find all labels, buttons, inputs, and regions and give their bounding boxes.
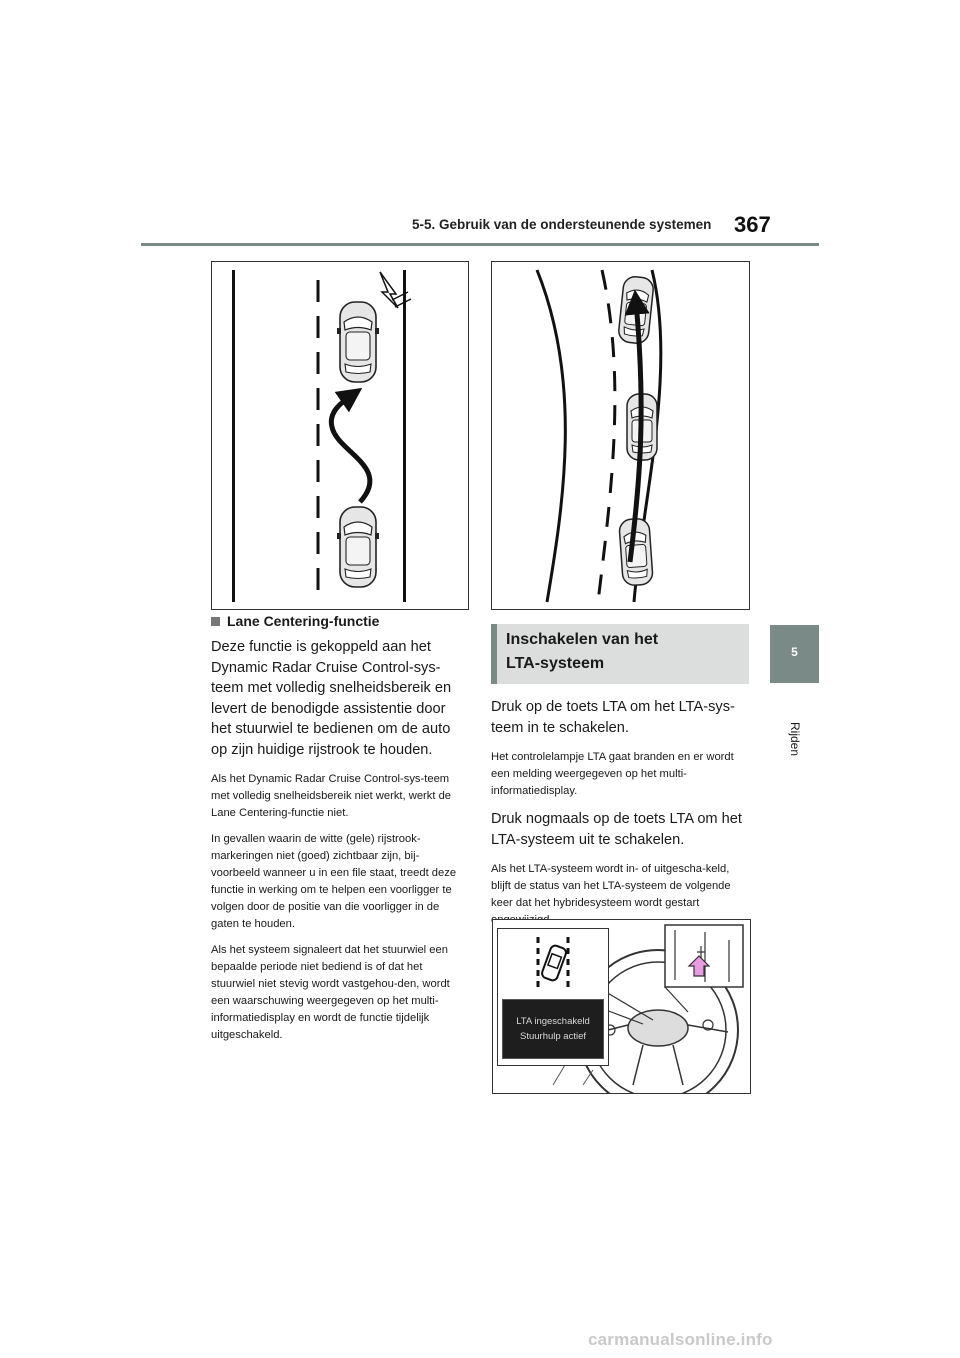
- figure-lane-centering: [491, 261, 750, 610]
- section-heading-line1: Inschakelen van het: [506, 631, 659, 648]
- square-bullet-icon: [211, 617, 220, 626]
- step-paragraph: Druk nogmaals op de toets LTA om het LTA-systeem uit te schakelen.: [491, 811, 742, 848]
- display-inset: [497, 928, 609, 1066]
- step-paragraph: Druk op de toets LTA om het LTA-sys-teem in te schakelen.: [491, 699, 735, 736]
- watermark: carmanualsonline.info: [588, 1330, 773, 1349]
- display-message-line1: LTA ingeschakeld: [516, 1016, 590, 1027]
- figure-lane-departure: [211, 261, 469, 610]
- chapter-number: 5: [791, 645, 798, 659]
- subheading: [211, 613, 467, 629]
- figure-dashboard: [492, 919, 751, 1094]
- right-column: [491, 624, 749, 938]
- info-display-message: [502, 999, 604, 1059]
- note-paragraph: Het controlelampje LTA gaat branden en er wordt een melding weergegeven op het multi-informatiedisplay.: [491, 751, 734, 797]
- car-top: [337, 302, 379, 382]
- section-heading-box: [491, 624, 749, 684]
- chapter-label: Rijden: [787, 721, 802, 757]
- page-number: 367: [734, 212, 771, 237]
- note-paragraph: Als het Dynamic Radar Cruise Control-sys-teem met volledig snelheidsbereik niet werkt, werkt de Lane Centering-functie niet.: [211, 773, 452, 819]
- intro-paragraph: Deze functie is gekoppeld aan het Dynamic Radar Cruise Control-sys-teem met volledig snelheidsbereik en levert de benodigde assistentie door het stuurwiel te bedienen om de auto op zijn huidige rijstrook te houden.: [211, 639, 452, 758]
- note-paragraph: Als het LTA-systeem wordt in- of uitgescha-keld, blijft de status van het LTA-systeem de volgende keer dat het hybridesysteem wordt gestart: [491, 863, 731, 909]
- subheading-text: Lane Centering-functie: [227, 613, 380, 629]
- display-message-line2: Stuurhulp actief: [519, 1031, 586, 1042]
- lta-indicator-icon: [541, 944, 568, 981]
- note-paragraph: Als het systeem signaleert dat het stuurwiel een bepaalde periode niet bediend is of dat het stuurwiel niet stevig wordt vastgehou-den, wordt een waarschuwing weergegeven op het multi-informatiedisplay en wordt de functie tijdelijk uitgeschakeld.: [211, 944, 450, 1041]
- section-title: 5-5. Gebruik van de ondersteunende systemen: [412, 217, 712, 232]
- header-rule: [141, 243, 819, 246]
- car-bottom: [337, 507, 379, 587]
- left-column: [211, 613, 467, 1053]
- chapter-label-wrap: [770, 712, 819, 792]
- section-heading-line2: LTA-systeem: [506, 655, 605, 672]
- note-paragraph: In gevallen waarin de witte (gele) rijstrook-markeringen niet (goed) zichtbaar zijn, bij-voorbeeld wanneer u in een file staat, treedt deze functie in werking om te helpen een voorligger te volgen door de positie van die voorligger in de gaten te houden.: [211, 833, 457, 930]
